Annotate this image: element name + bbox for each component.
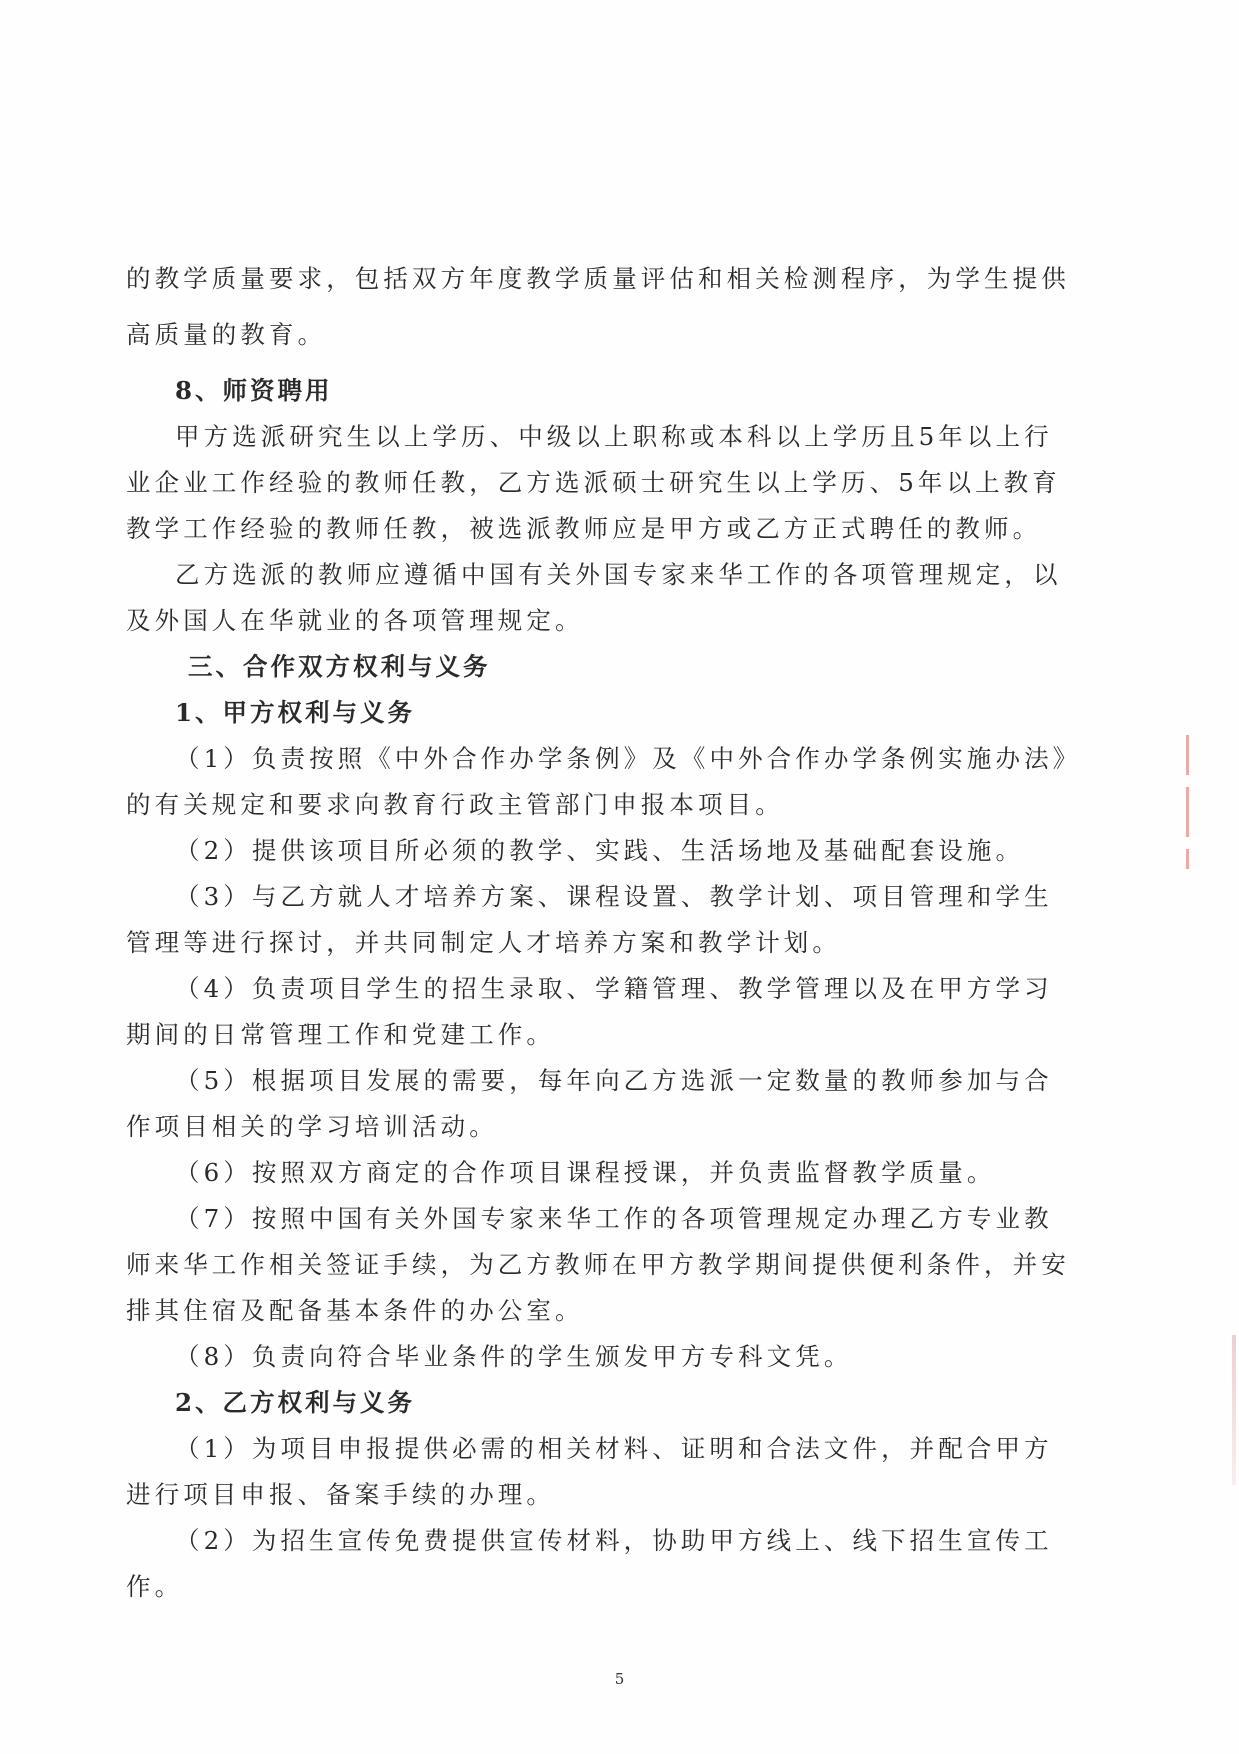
- paragraph-line: （4）负责项目学生的招生录取、学籍管理、教学管理以及在甲方学习: [175, 974, 1053, 1003]
- seam-stamp-mark: [1186, 735, 1198, 915]
- paragraph-line: 高质量的教育。: [126, 320, 327, 349]
- section-heading: 8、师资聘用: [175, 376, 333, 405]
- paragraph-line: 师来华工作相关签证手续，为乙方教师在甲方教学期间提供便利条件，并安: [126, 1250, 1070, 1279]
- document-body: [126, 256, 1082, 1610]
- section-heading: 三、合作双方权利与义务: [188, 652, 491, 681]
- paragraph-line: （3）与乙方就人才培养方案、课程设置、教学计划、项目管理和学生: [175, 882, 1053, 911]
- paragraph-line: 的教学质量要求，包括双方年度教学质量评估和相关检测程序，为学生提供: [126, 264, 1070, 293]
- paragraph-line: 期间的日常管理工作和党建工作。: [126, 1020, 555, 1049]
- stamp-fragment: [1186, 849, 1189, 869]
- paragraph-line: 教学工作经验的教师任教，被选派教师应是甲方或乙方正式聘任的教师。: [126, 514, 1042, 543]
- paragraph-line: 的有关规定和要求向教育行政主管部门申报本项目。: [126, 790, 784, 819]
- stamp-fragment: [1186, 735, 1189, 775]
- paragraph-line: （6）按照双方商定的合作项目课程授课，并负责监督教学质量。: [175, 1158, 996, 1187]
- paragraph-line: 乙方选派的教师应遵循中国有关外国专家来华工作的各项管理规定，以: [175, 560, 1062, 589]
- paragraph-line: 作。: [126, 1572, 184, 1601]
- paragraph-line: （1）负责按照《中外合作办学条例》及《中外合作办学条例实施办法》: [175, 744, 1082, 773]
- paragraph-line: （5）根据项目发展的需要，每年向乙方选派一定数量的教师参加与合: [175, 1066, 1053, 1095]
- paragraph-line: 作项目相关的学习培训活动。: [126, 1112, 498, 1141]
- stamp-fragment: [1186, 787, 1189, 837]
- paragraph-line: （1）为项目申报提供必需的相关材料、证明和合法文件，并配合甲方: [175, 1434, 1053, 1463]
- paragraph-line: 甲方选派研究生以上学历、中级以上职称或本科以上学历且5年以上行: [175, 422, 1053, 451]
- paragraph-line: 管理等进行探讨，并共同制定人才培养方案和教学计划。: [126, 928, 841, 957]
- paragraph-line: （8）负责向符合毕业条件的学生颁发甲方专科文凭。: [175, 1342, 853, 1371]
- paragraph-line: 进行项目申报、备案手续的办理。: [126, 1480, 555, 1509]
- subsection-heading: 1、甲方权利与义务: [175, 698, 416, 727]
- paragraph-line: 排其住宿及配备基本条件的办公室。: [126, 1296, 584, 1325]
- subsection-heading: 2、乙方权利与义务: [175, 1388, 416, 1417]
- paragraph-line: 及外国人在华就业的各项管理规定。: [126, 606, 584, 635]
- edge-stamp-mark: [1232, 1335, 1236, 1485]
- page-number: 5: [614, 1670, 625, 1688]
- paragraph-line: （2）提供该项目所必须的教学、实践、生活场地及基础配套设施。: [175, 836, 1025, 865]
- paragraph-line: 业企业工作经验的教师任教，乙方选派硕士研究生以上学历、5年以上教育: [126, 468, 1061, 497]
- paragraph-line: （2）为招生宣传免费提供宣传材料，协助甲方线上、线下招生宣传工: [175, 1526, 1053, 1555]
- paragraph-line: （7）按照中国有关外国专家来华工作的各项管理规定办理乙方专业教: [175, 1204, 1053, 1233]
